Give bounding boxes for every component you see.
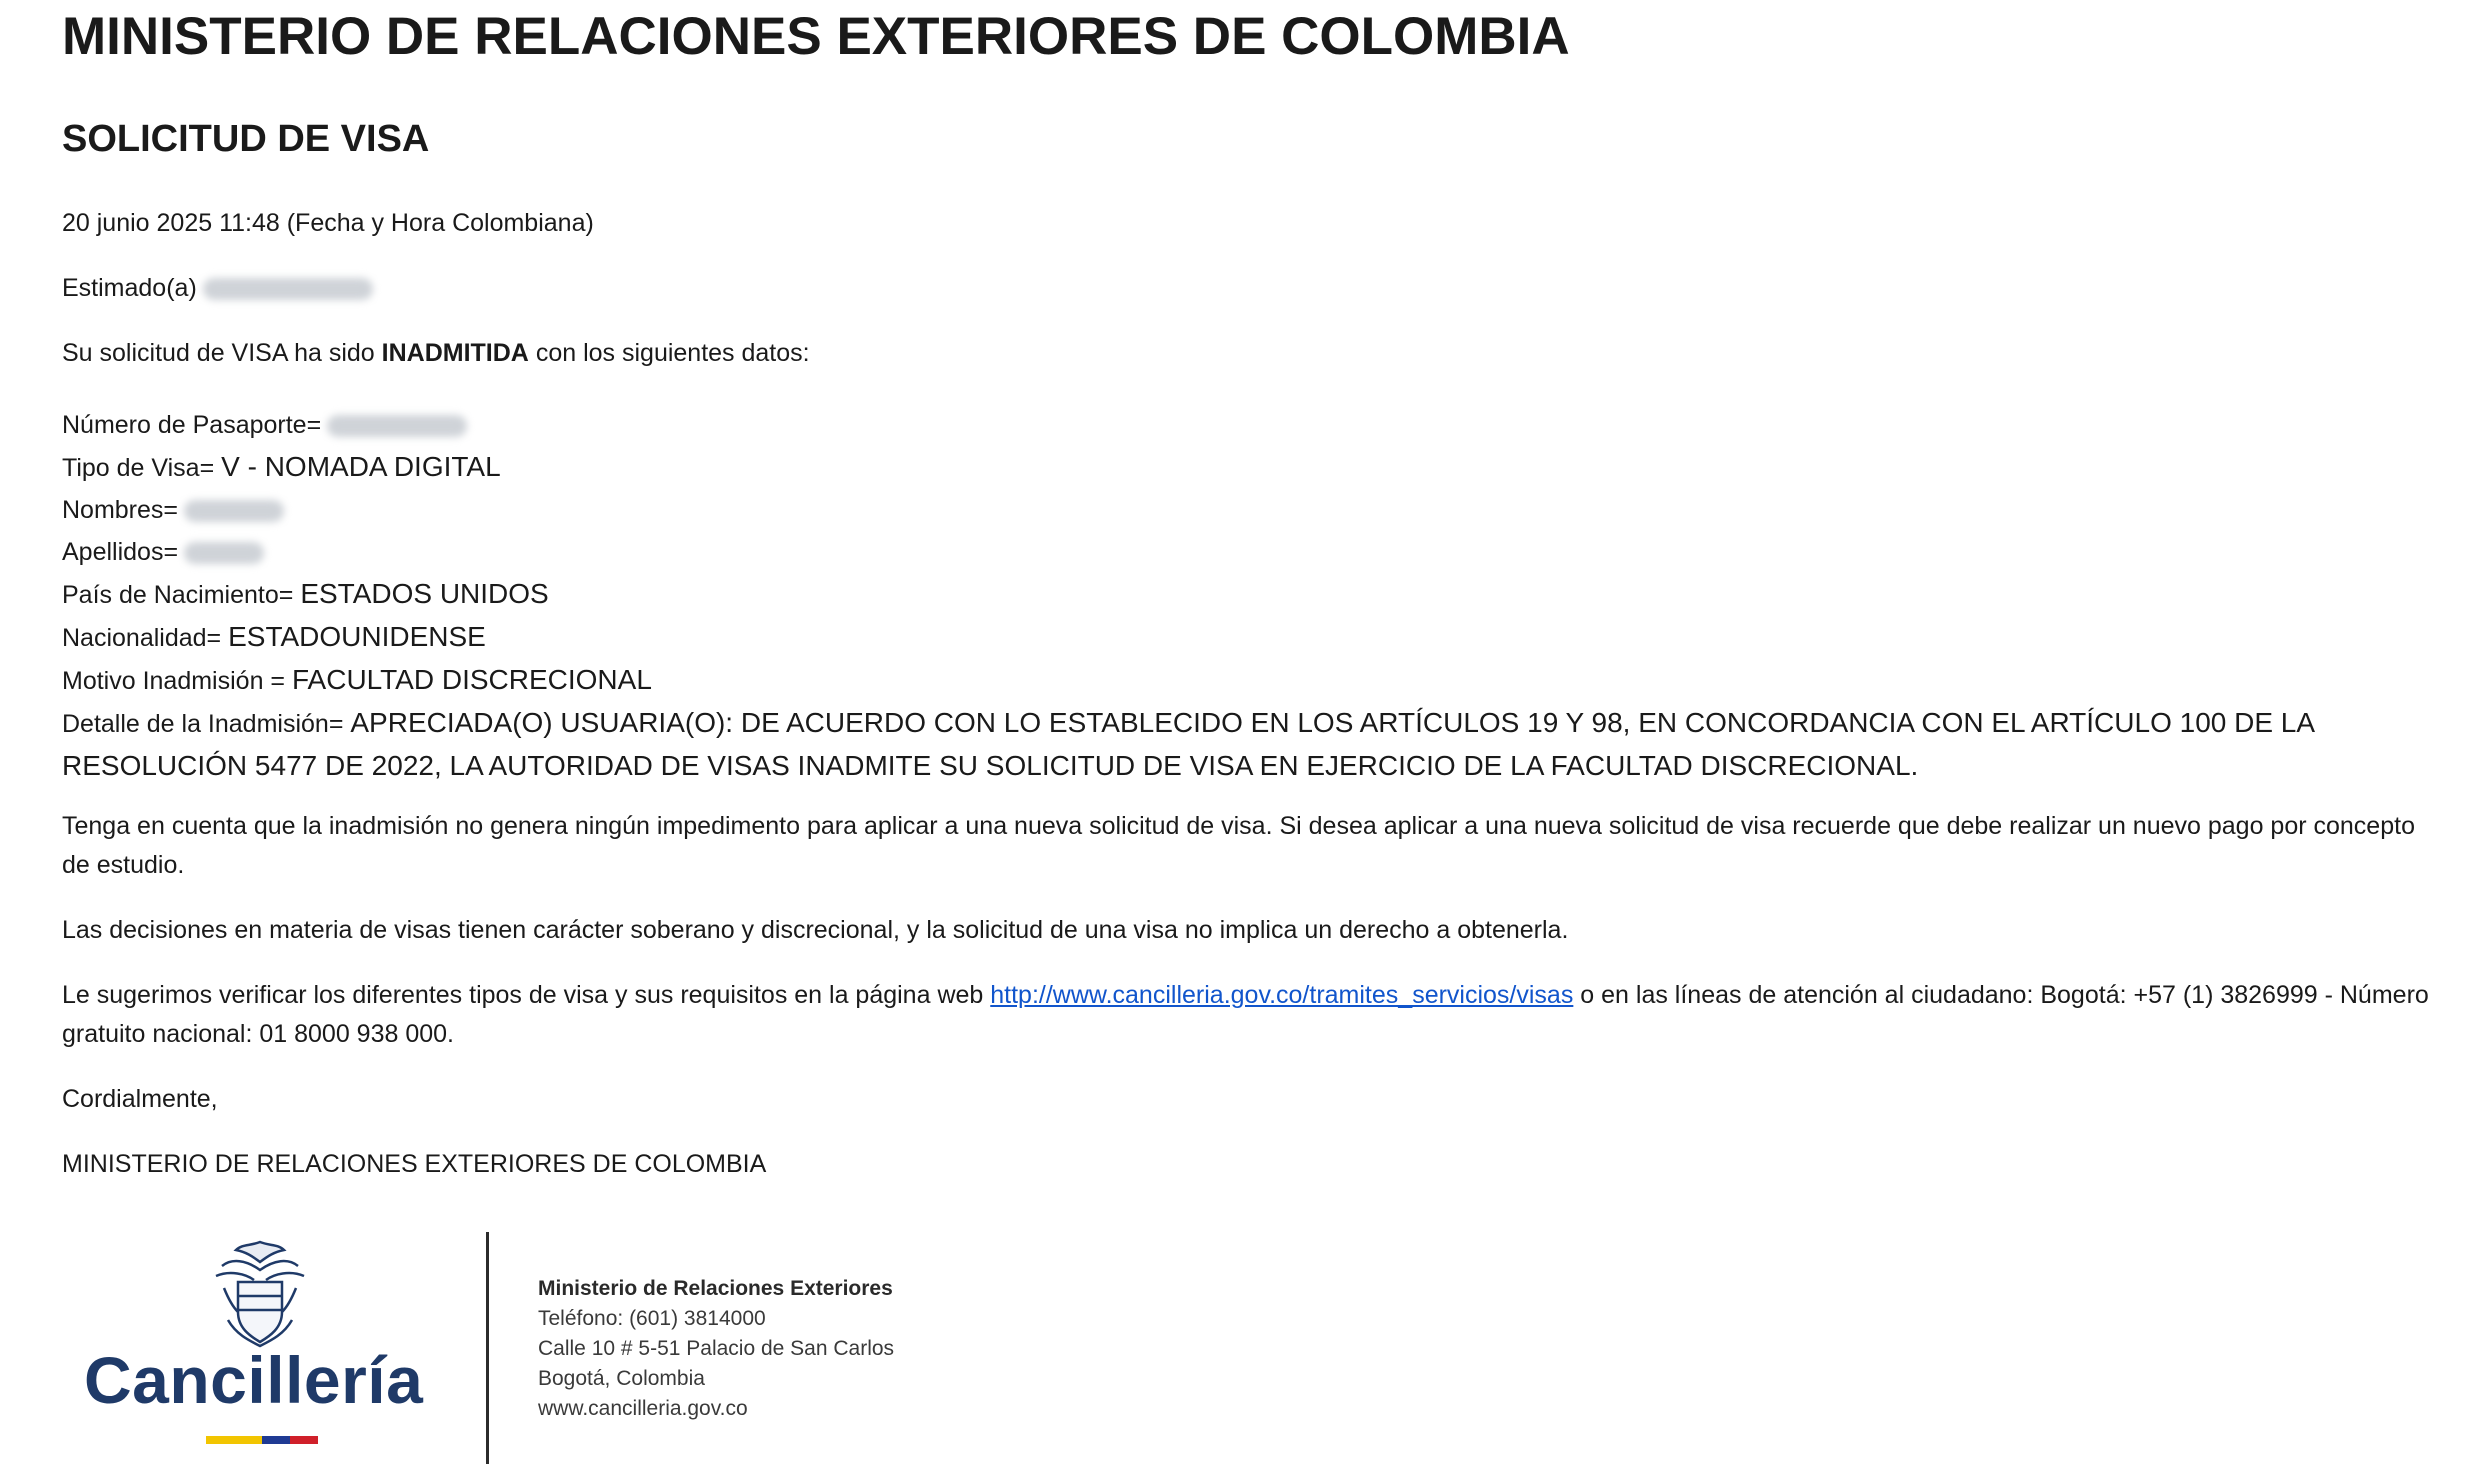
- coat-of-arms-icon: [202, 1236, 318, 1352]
- signature-org: Ministerio de Relaciones Exteriores: [538, 1277, 893, 1300]
- redacted-names: [184, 500, 284, 522]
- page-subtitle: SOLICITUD DE VISA: [62, 118, 430, 160]
- signature-divider: [486, 1232, 489, 1464]
- sovereign-note: Las decisiones en materia de visas tienen carácter soberano y discrecional, y la solicitud de una visa no implica un derecho a obtenerla.: [62, 916, 1569, 944]
- redacted-surnames: [184, 542, 264, 564]
- passport-label: Número de Pasaporte=: [62, 411, 322, 439]
- logo-wordmark: Cancillería: [84, 1343, 424, 1417]
- names-label: Nombres=: [62, 496, 179, 524]
- reason-value: FACULTAD DISCRECIONAL: [291, 664, 652, 695]
- cancilleria-logo: [84, 1232, 444, 1464]
- detail-value: APRECIADA(O) USUARIA(O): DE ACUERDO CON LO ESTABLECIDO EN LOS ARTÍCULOS 19 Y 98, EN CONCORDANCIA CON EL ARTÍCULO 100 DE LA RESOLUCIÓN 5477 DE 2022, LA AUTORIDAD DE VISAS INADMITE SU SOLICITUD DE VISA EN EJERCICIO DE LA FACULTAD DISCRECIONAL.: [62, 707, 2314, 781]
- signature-contact: [538, 1274, 894, 1424]
- closing-line: Cordialmente,: [62, 1085, 218, 1113]
- surnames-row: [62, 531, 2432, 573]
- visa-type-row: [62, 446, 2432, 489]
- visa-type-label: Tipo de Visa=: [62, 454, 215, 482]
- status-suffix: con los siguientes datos:: [535, 339, 810, 367]
- visa-type-value: V - NOMADA DIGITAL: [221, 451, 501, 482]
- nationality-row: [62, 616, 2432, 659]
- flag-stripe: [206, 1436, 318, 1444]
- detail-label: Detalle de la Inadmisión=: [62, 710, 344, 738]
- signature-web[interactable]: www.cancilleria.gov.co: [538, 1397, 748, 1420]
- status-line: [62, 334, 810, 373]
- status-prefix: Su solicitud de VISA ha sido: [62, 339, 375, 367]
- greeting-label: Estimado(a): [62, 274, 197, 302]
- birth-country-value: ESTADOS UNIDOS: [300, 578, 549, 609]
- reason-row: [62, 659, 2432, 702]
- suggest-prefix: Le sugerimos verificar los diferentes tipos de visa y sus requisitos en la página web: [62, 981, 984, 1009]
- greeting-line: [62, 269, 373, 308]
- passport-row: [62, 404, 2432, 446]
- nationality-label: Nacionalidad=: [62, 624, 222, 652]
- status-word: INADMITIDA: [381, 339, 529, 367]
- ministry-title: MINISTERIO DE RELACIONES EXTERIORES DE COLOMBIA: [62, 7, 1570, 66]
- redacted-name: [203, 278, 373, 300]
- detail-row: [62, 702, 2432, 788]
- birth-country-row: [62, 573, 2432, 616]
- signature-address: Calle 10 # 5-51 Palacio de San Carlos: [538, 1337, 895, 1360]
- suggest-suffix: o en las líneas de atención al ciudadano: Bogotá: +57 (1) 3826999 - Número gratuito nacional: 01 8000 938 000.: [62, 981, 2429, 1048]
- sender-line: MINISTERIO DE RELACIONES EXTERIORES DE COLOMBIA: [62, 1150, 767, 1178]
- nationality-value: ESTADOUNIDENSE: [228, 621, 486, 652]
- datetime-line: 20 junio 2025 11:48 (Fecha y Hora Colombiana): [62, 209, 594, 237]
- reapply-note: Tenga en cuenta que la inadmisión no genera ningún impedimento para aplicar a una nueva solicitud de visa. Si desea aplicar a una nueva solicitud de visa recuerde que debe realizar un nuevo pago por concepto de estudio.: [62, 812, 2415, 879]
- signature-phone: Teléfono: (601) 3814000: [538, 1307, 766, 1330]
- suggest-paragraph: [62, 976, 2452, 1054]
- visa-details: [62, 404, 2432, 788]
- reason-label: Motivo Inadmisión =: [62, 667, 286, 695]
- redacted-passport: [327, 415, 467, 437]
- signature-city: Bogotá, Colombia: [538, 1367, 705, 1390]
- birth-country-label: País de Nacimiento=: [62, 581, 294, 609]
- names-row: [62, 489, 2432, 531]
- email-signature: [84, 1232, 944, 1464]
- surnames-label: Apellidos=: [62, 538, 179, 566]
- visas-link[interactable]: http://www.cancilleria.gov.co/tramites_servicios/visas: [990, 981, 1574, 1009]
